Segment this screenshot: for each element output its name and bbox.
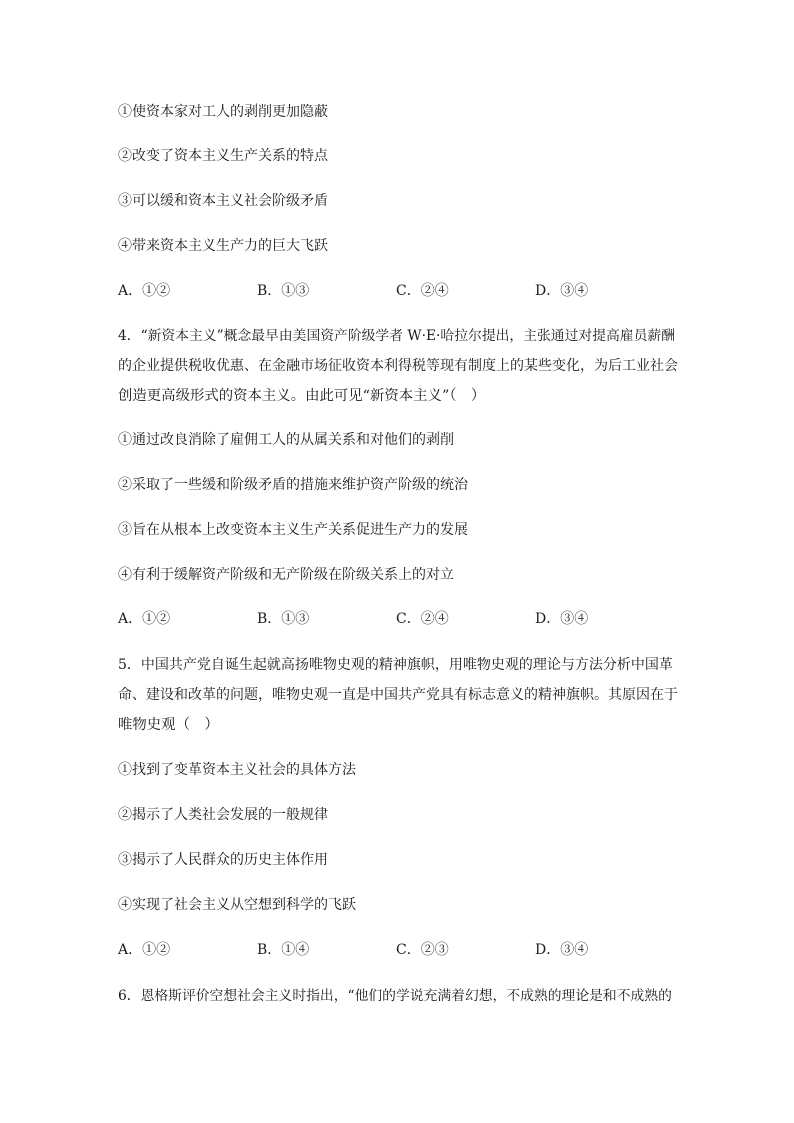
q3-statement-1: ①使资本家对工人的剥削更加隐蔽 (118, 104, 328, 120)
q5-statement-2: ②揭示了人类社会发展的一般规律 (118, 807, 328, 823)
q3-statement-3: ③可以缓和资本主义社会阶级矛盾 (118, 193, 328, 209)
q4-option-c: C．②④ (396, 611, 449, 627)
q4-stem-line-1: 4．“新资本主义”概念最早由美国资产阶级学者 W·E·哈拉尔提出，主张通过对提高雇员薪酬 (118, 328, 675, 344)
q4-statement-3: ③旨在从根本上改变资本主义生产关系促进生产力的发展 (118, 522, 468, 538)
q5-stem-line-3: 唯物史观（ ） (118, 717, 219, 733)
q3-option-a: A．①② (118, 283, 171, 299)
q3-option-c: C．②④ (396, 283, 449, 299)
q5-stem-line-1: 5．中国共产党自诞生起就高扬唯物史观的精神旗帜，用唯物史观的理论与方法分析中国革 (118, 657, 673, 673)
q5-option-d: D．③④ (535, 942, 589, 958)
q4-statement-1: ①通过改良消除了雇佣工人的从属关系和对他们的剥削 (118, 432, 454, 448)
q3-statement-2: ②改变了资本主义生产关系的特点 (118, 148, 328, 164)
q4-option-a: A．①② (118, 611, 171, 627)
q4-stem-line-3: 创造更高级形式的资本主义。由此可见“新资本主义”（ ） (118, 388, 486, 404)
q5-option-a: A．①② (118, 942, 171, 958)
q5-stem-line-2: 命、建设和改革的问题，唯物史观一直是中国共产党具有标志意义的精神旗帜。其原因在于 (118, 687, 678, 703)
q4-stem-line-2: 的企业提供税收优惠、在金融市场征收资本利得税等现有制度上的某些变化，为后工业社会 (118, 358, 678, 374)
q4-option-b: B．①③ (257, 611, 310, 627)
q4-statement-4: ④有利于缓解资产阶级和无产阶级在阶级关系上的对立 (118, 567, 454, 583)
q4-statement-2: ②采取了一些缓和阶级矛盾的措施来维护资产阶级的统治 (118, 477, 468, 493)
q5-option-c: C．②③ (396, 942, 449, 958)
q5-statement-3: ③揭示了人民群众的历史主体作用 (118, 852, 328, 868)
q3-statement-4: ④带来资本主义生产力的巨大飞跃 (118, 238, 328, 254)
q6-stem-line-1: 6．恩格斯评价空想社会主义时指出，“他们的学说充满着幻想，不成熟的理论是和不成熟的 (118, 988, 672, 1004)
q3-option-d: D．③④ (535, 283, 589, 299)
q5-statement-1: ①找到了变革资本主义社会的具体方法 (118, 762, 356, 778)
q4-option-d: D．③④ (535, 611, 589, 627)
q5-statement-4: ④实现了社会主义从空想到科学的飞跃 (118, 897, 356, 913)
q5-option-b: B．①④ (257, 942, 310, 958)
q3-option-b: B．①③ (257, 283, 310, 299)
